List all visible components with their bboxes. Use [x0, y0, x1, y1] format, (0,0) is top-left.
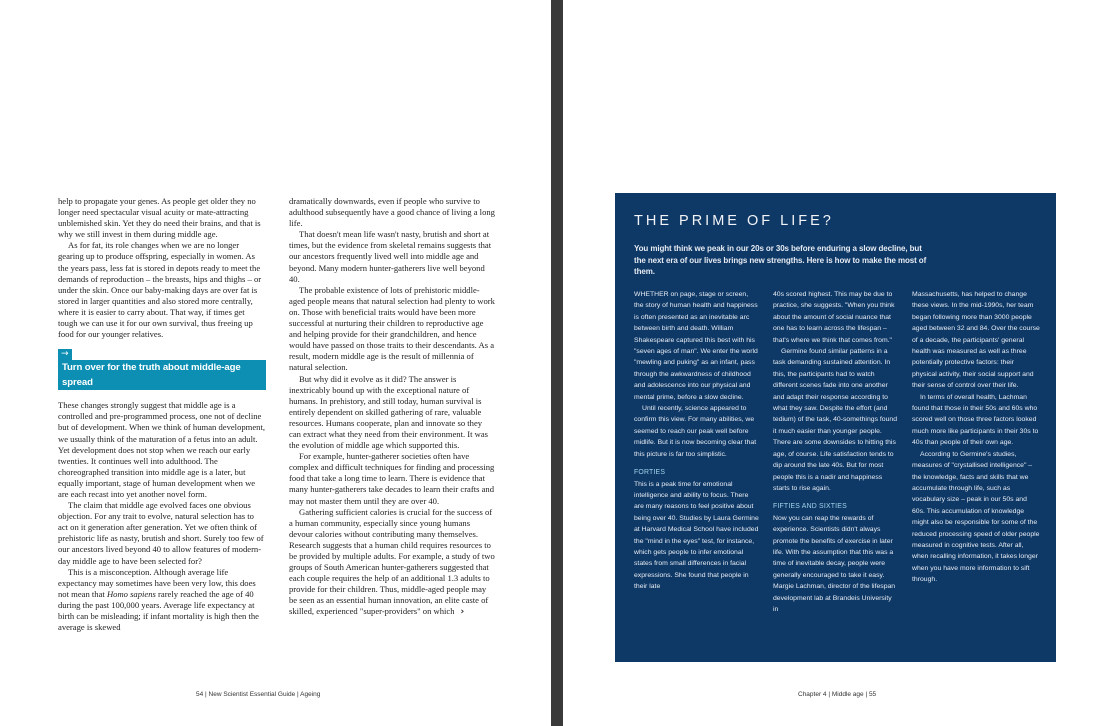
paragraph: The claim that middle age evolved faces one obvious objection. For any trait to evolve, natural selection has to act on it generation after generation. Yet we often think of prehistoric life as nasty, brutish and short. Surely too few of our ancestors lived beyond 40 to allow features of modern-day middle age to have been selected for? — [58, 500, 264, 566]
paragraph: Gathering sufficient calories is crucial for the success of a human community, especially since young humans devour calories without contributing many themselves. Research suggests that a human child requires resources to be provided by multiple adults. For example, a study of two groups of South American hunter-gatherers suggested that each couple requires the help of an additional 1.3 adults to provide for their children. Thus, middle-aged people may be seen as an essential human innovation, an elite caste of skilled, experienced "super-providers" on which › — [289, 506, 495, 618]
box-intro: You might think we peak in our 20s or 30s before enduring a slow decline, but the next era of our lives brings new strengths. Here is how to make the most of them. — [634, 244, 927, 276]
paragraph: But why did it evolve as it did? The answer is inextricably bound up with the exceptional nature of humans. In prehistory, and still today, human survival is entirely dependent on skilled gathering of rare, valuable resources. Humans cooperate, plan and innovate so they can extract what they need from their environment. It was the evolution of middle age which supported this. — [289, 373, 489, 451]
turn-over-callout[interactable] — [58, 348, 266, 390]
paragraph: Germine found similar patterns in a task demanding sustained attention. In this, the participants had to watch different scenes fade into one another and adapt their response according to what they saw. Despite the effort (and tedium) of the task, 40-somethings found it much easier than younger people. There are some downsides to hitting this age, of course. Life satisfaction tends to dip around the late 40s. But for most people this is a nadir and happiness starts to rise again. — [773, 348, 898, 492]
paragraph: Now you can reap the rewards of experience. Scientists didn't always promote the benefits of exercise in later life. With the assumption that this was a time of inevitable decay, people were generally encouraged to take it easy. Margie Lachman, director of the lifespan development lab at Brandeis University in — [773, 514, 896, 613]
continue-arrow-icon: › — [460, 607, 465, 618]
prime-of-life-box — [615, 193, 1056, 662]
paragraph: The probable existence of lots of prehistoric middle-aged people means that natural selection had plenty to work on. Those with beneficial traits would have been more successful at nurturing their children to reproductive age and helping provide for their grandchildren, and hence would have passed on those traits to their descendants. As a result, modern middle age is the result of millennia of natural selection. — [289, 284, 495, 373]
paragraph: For example, hunter-gatherer societies often have complex and difficult techniques for finding and processing food that take a long time to learn. There is evidence that many hunter-gatherers take decades to learn their crafts and may not master them until they are over 40. — [289, 451, 495, 506]
page-footer-left: 54 | New Scientist Essential Guide | Ageing — [196, 691, 321, 698]
subhead-fifties-sixties: FIFTIES AND SIXTIES — [773, 503, 847, 511]
paragraph: According to Germine's studies, measures of "crystallised intelligence" – the knowledge, facts and skills that we accumulate through life, such as vocabulary size – peak in our 50s and 60s. This accumulation of knowledge might also be responsible for some of the reduced processing speed of older people measured in cognitive tests. After all, when recalling information, it takes longer when you have more information to sift through. — [912, 450, 1040, 584]
box-column-3 — [912, 289, 1040, 586]
paragraph: This is a misconception. Although average life expectancy may sometimes have been very low, this does not mean that Homo sapiens rarely reached the age of 40 during the past 100,000 years. Average life expectancy at birth can be misleading; if infant mortality is high then the average is skewed — [58, 566, 259, 633]
paragraph: These changes strongly suggest that middle age is a controlled and pre-programmed process, one not of decline but of development. When we think of human development, we usually think of the maturation of a fetus into an adult. Yet development does not stop when we reach our early twenties. It continues well into adulthood. The choreographed transition into middle age is a later, but equally important, stage of human development when we are each recast into yet another novel form. — [58, 400, 265, 499]
paragraph: WHETHER on page, stage or screen, the story of human health and happiness is often presented as an inevitable arc between birth and death. William Shakespeare captured this best with his "seven ages of man". We enter the world "mewling and puking" as an infant, pass through the awkwardness of childhood and adolescence into our physical and mental prime, before a slow decline. — [634, 291, 758, 401]
box-column-1 — [634, 289, 759, 593]
paragraph: Massachusetts, has helped to change these views. In the mid-1990s, her team began following more than 3000 people aged between 32 and 84. Over the course of a decade, the participants' general health was measured as well as three potentially protective factors: their physical activity, their social support and their sense of control over their life. — [912, 291, 1040, 390]
left-column-1 — [58, 196, 266, 633]
box-column-2 — [773, 289, 898, 615]
page-footer-right: Chapter 4 | Middle age | 55 — [798, 691, 877, 698]
paragraph: dramatically downwards, even if people who survive to adulthood subsequently have a good chance of living a long life. — [289, 196, 495, 229]
paragraph: As for fat, its role changes when we are no longer gearing up to produce offspring, especially in women. As the years pass, less fat is stored in depots ready to meet the demands of reproduction – the breasts, hips and thighs – or under the skin. Once our baby-making days are over fat is stored in larger quantities and also stored more centrally, where it is easier to carry about. That way, if times get tough we can use it for our own survival, thus freeing up food for our younger relatives. — [58, 240, 262, 340]
left-page — [0, 0, 551, 726]
right-page — [563, 0, 1111, 726]
paragraph: That doesn't mean life wasn't nasty, brutish and short at times, but the evidence from skeletal remains suggests that our ancestors frequently lived well into middle age and beyond. Many modern hunter-gatherers live well beyond 40. — [289, 229, 492, 284]
left-column-2 — [289, 196, 495, 619]
paragraph: In terms of overall health, Lachman found that those in their 50s and 60s who scored well on those three factors looked much more like participants in their 30s to 40s than people of their own age. — [912, 393, 1039, 447]
paragraph: help to propagate your genes. As people get older they no longer need spectacular visual acuity or mate-attracting unblemished skin. Yet they do need their brains, and that is why we still invest in them during middle age. — [58, 196, 261, 240]
arrow-right-icon: → — [58, 349, 72, 360]
paragraph: Until recently, science appeared to confirm this view. For many abilities, we seemed to reach our peak well before midlife. But it is now becoming clear that this picture is far too simplistic. — [634, 405, 757, 458]
callout-label: Turn over for the truth about middle-age spread — [58, 360, 266, 390]
box-title: THE PRIME OF LIFE? — [634, 213, 834, 229]
subhead-forties: FORTIES — [634, 469, 666, 477]
paragraph: This is a peak time for emotional intelligence and ability to focus. There are many reasons to feel positive about being over 40. Studies by Laura Germine at Harvard Medical School have included the "mind in the eyes" test, for instance, which gets people to infer emotional states from small differences in facial expressions. She found that people in their late — [634, 480, 759, 591]
italic-species-name: Homo sapiens — [106, 588, 156, 599]
paragraph: 40s scored highest. This may be due to practice, she suggests. "When you think about the amount of social nuance that one has to learn across the lifespan – that's where we think that comes from." — [773, 291, 895, 344]
